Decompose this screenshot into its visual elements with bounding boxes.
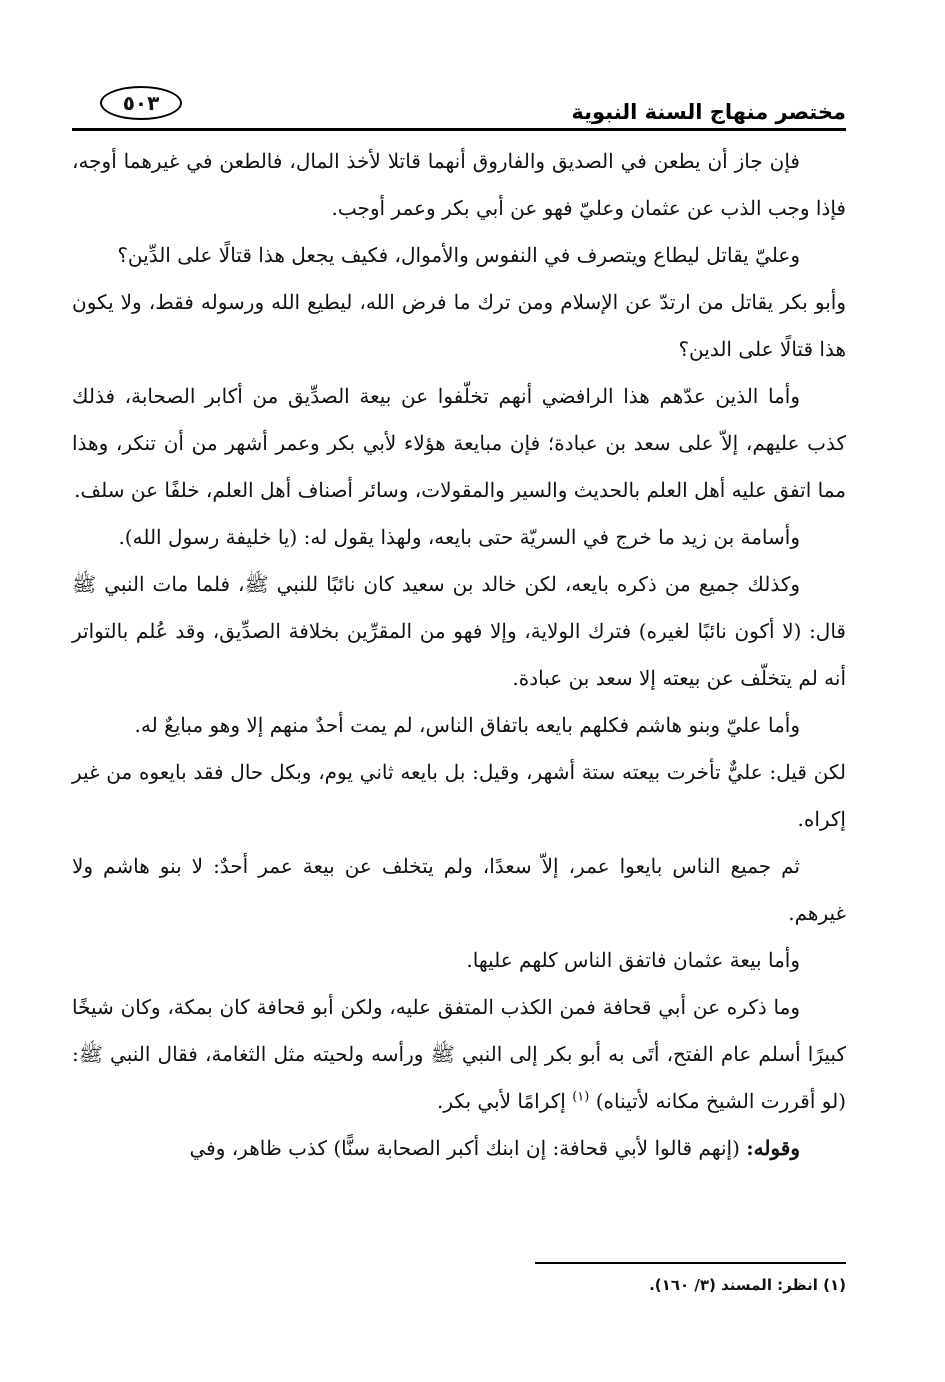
paragraph: وأسامة بن زيد ما خرج في السريّة حتى بايعه، ولهذا يقول له: (يا خليفة رسول الله). — [118, 525, 800, 549]
main-text — [72, 138, 846, 1172]
paragraph-text-end: إكرامًا لأبي بكر. — [437, 1089, 566, 1113]
paragraph: فإن جاز أن يطعن في الصديق والفاروق أنهما قاتلا لأخذ المال، فالطعن في غيرهما أوجه، فإذا وجب الذب عن عثمان وعليّ فهو عن أبي بكر وعمر أوجب. — [72, 149, 846, 220]
paragraph-text: وما ذكره عن أبي قحافة فمن الكذب المتفق عليه، ولكن أبو قحافة كان بمكة، وكان شيخًا كبيرًا أسلم عام الفتح، أتَى به أبو بكر إلى النبي ﷺ ورأسه ولحيته مثل الثغامة، فقال النبي ﷺ: (لو أقررت الشيخ مكانه لأتيناه) — [72, 995, 846, 1113]
paragraph-text: (إنهم قالوا لأبي قحافة: إن ابنك أكبر الصحابة سنًّا) كذب ظاهر، وفي — [189, 1136, 740, 1160]
paragraph: وأما بيعة عثمان فاتفق الناس كلهم عليها. — [466, 948, 800, 972]
paragraph: وعليّ يقاتل ليطاع ويتصرف في النفوس والأموال، فكيف يجعل هذا قتالًا على الدِّين؟ — [117, 243, 800, 267]
paragraph: وكذلك جميع من ذكره بايعه، لكن خالد بن سعيد كان نائبًا للنبي ﷺ، فلما مات النبي ﷺ قال: (لا أكون نائبًا لغيره) فترك الولاية، وإلا فهو من المقرِّين بخلافة الصدِّيق، وقد عُلم بالتواتر أنه لم يتخلّف عن بيعته إلا سعد بن عبادة. — [72, 572, 846, 690]
paragraph: وأما عليّ وبنو هاشم فكلهم بايعه باتفاق الناس، لم يمت أحدٌ منهم إلا وهو مبايعٌ له. — [134, 713, 800, 737]
paragraph: ثم جميع الناس بايعوا عمر، إلاّ سعدًا، ولم يتخلف عن بيعة عمر أحدٌ: لا بنو هاشم ولا غيرهم. — [72, 854, 846, 925]
header-divider — [72, 128, 846, 131]
page-number-badge: ٥٠٣ — [100, 86, 182, 120]
paragraph: وأما الذين عدّهم هذا الرافضي أنهم تخلّفوا عن بيعة الصدِّيق من أكابر الصحابة، فذلك كذب عليهم، إلاّ على سعد بن عبادة؛ فإن مبايعة هؤلاء لأبي بكر وعمر أشهر من أن تنكر، وهذا مما اتفق عليه أهل العلم بالحديث والسير والمقولات، وسائر أصناف أهل العلم، خلفًا عن سلف. — [72, 384, 846, 502]
paragraph — [72, 1125, 846, 1172]
paragraph: وأبو بكر يقاتل من ارتدّ عن الإسلام ومن ترك ما فرض الله، ليطيع الله ورسوله فقط، ولا يكون هذا قتالًا على الدين؟ — [72, 290, 846, 361]
footnote: (١) انظر: المسند (٣/ ١٦٠). — [649, 1276, 846, 1294]
paragraph — [72, 984, 846, 1125]
footnote-divider — [535, 1262, 846, 1264]
lead-word: وقوله: — [746, 1136, 800, 1160]
book-title: مختصر منهاج السنة النبوية — [571, 100, 846, 124]
page-header — [72, 82, 846, 128]
paragraph: لكن قيل: عليٌّ تأخرت بيعته ستة أشهر، وقيل: بل بايعه ثاني يوم، وبكل حال فقد بايعوه من غير إكراه. — [72, 760, 846, 831]
footnote-reference: (١) — [572, 1089, 590, 1105]
